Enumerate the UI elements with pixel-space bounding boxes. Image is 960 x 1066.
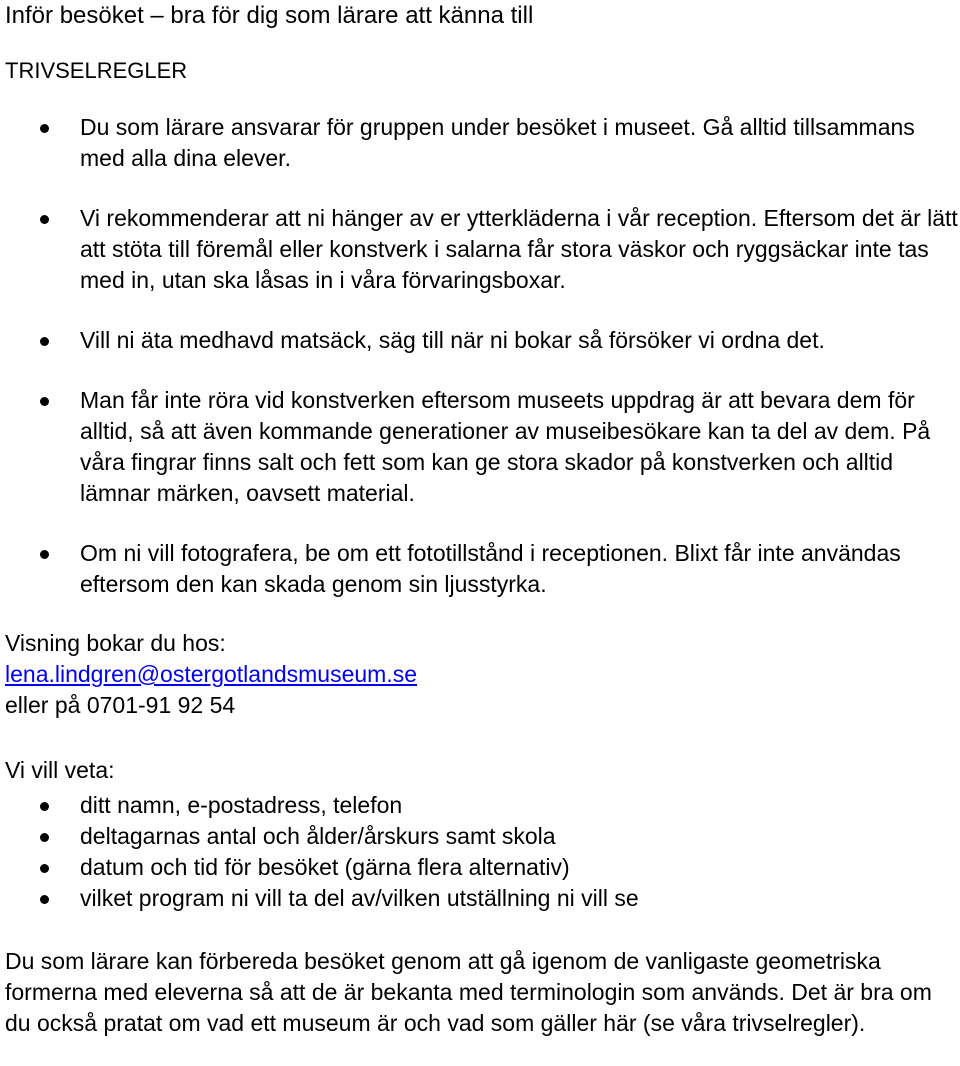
rules-list — [5, 112, 960, 600]
bullet-icon — [40, 337, 49, 346]
rule-text: Vi rekommenderar att ni hänger av er ytterkläderna i vår reception. Eftersom det är lätt att stöta till föremål eller konstverk i salarna får stora väskor och ryggsäckar inte tas med in, utan ska låsas in i våra förvaringsboxar. — [80, 205, 958, 293]
want-list — [5, 790, 960, 914]
want-text: vilket program ni vill ta del av/vilken utställning ni vill se — [80, 885, 639, 911]
want-item — [5, 883, 960, 914]
want-item — [5, 790, 960, 821]
bullet-icon — [40, 550, 49, 559]
rule-item — [5, 325, 960, 356]
bullet-icon — [40, 802, 49, 811]
booking-contact — [5, 628, 960, 721]
rule-text: Om ni vill fotografera, be om ett fototillstånd i receptionen. Blixt får inte användas eftersom den kan skada genom sin ljusstyrka. — [80, 540, 901, 597]
want-text: ditt namn, e-postadress, telefon — [80, 792, 403, 818]
want-text: datum och tid för besöket (gärna flera alternativ) — [80, 854, 570, 880]
booking-email-link[interactable]: lena.lindgren@ostergotlandsmuseum.se — [5, 661, 418, 687]
closing-paragraph: Du som lärare kan förbereda besöket genom att gå igenom de vanligaste geometriska formerna med eleverna så att de är bekanta med terminologin som används. Det är bra om du också pratat om vad ett museum är och vad som gäller här (se våra trivselregler). — [5, 948, 932, 1036]
rule-text: Vill ni äta medhavd matsäck, säg till när ni bokar så försöker vi ordna det. — [80, 327, 825, 353]
bullet-icon — [40, 215, 49, 224]
rule-text: Du som lärare ansvarar för gruppen under besöket i museet. Gå alltid tillsammans med alla dina elever. — [80, 114, 915, 171]
rule-item — [5, 385, 960, 509]
bullet-icon — [40, 397, 49, 406]
rule-item — [5, 203, 960, 296]
want-label: Vi vill veta: — [5, 757, 115, 783]
booking-label: Visning bokar du hos: — [5, 630, 226, 656]
bullet-icon — [40, 124, 49, 133]
bullet-icon — [40, 864, 49, 873]
bullet-icon — [40, 895, 49, 904]
rule-item — [5, 538, 960, 600]
document-title: Inför besöket – bra för dig som lärare att känna till — [5, 2, 534, 29]
section-heading-trivselregler: TRIVSELREGLER — [5, 58, 188, 83]
rule-text: Man får inte röra vid konstverken eftersom museets uppdrag är att bevara dem för alltid, så att även kommande generationer av museibesökare kan ta del av dem. På våra fingrar finns salt och fett som kan ge stora skador på konstverken och alltid lämnar märken, oavsett material. — [80, 387, 931, 506]
want-text: deltagarnas antal och ålder/årskurs samt skola — [80, 823, 556, 849]
want-item — [5, 852, 960, 883]
rule-item — [5, 112, 960, 174]
booking-phone: eller på 0701-91 92 54 — [5, 692, 236, 718]
want-item — [5, 821, 960, 852]
bullet-icon — [40, 833, 49, 842]
